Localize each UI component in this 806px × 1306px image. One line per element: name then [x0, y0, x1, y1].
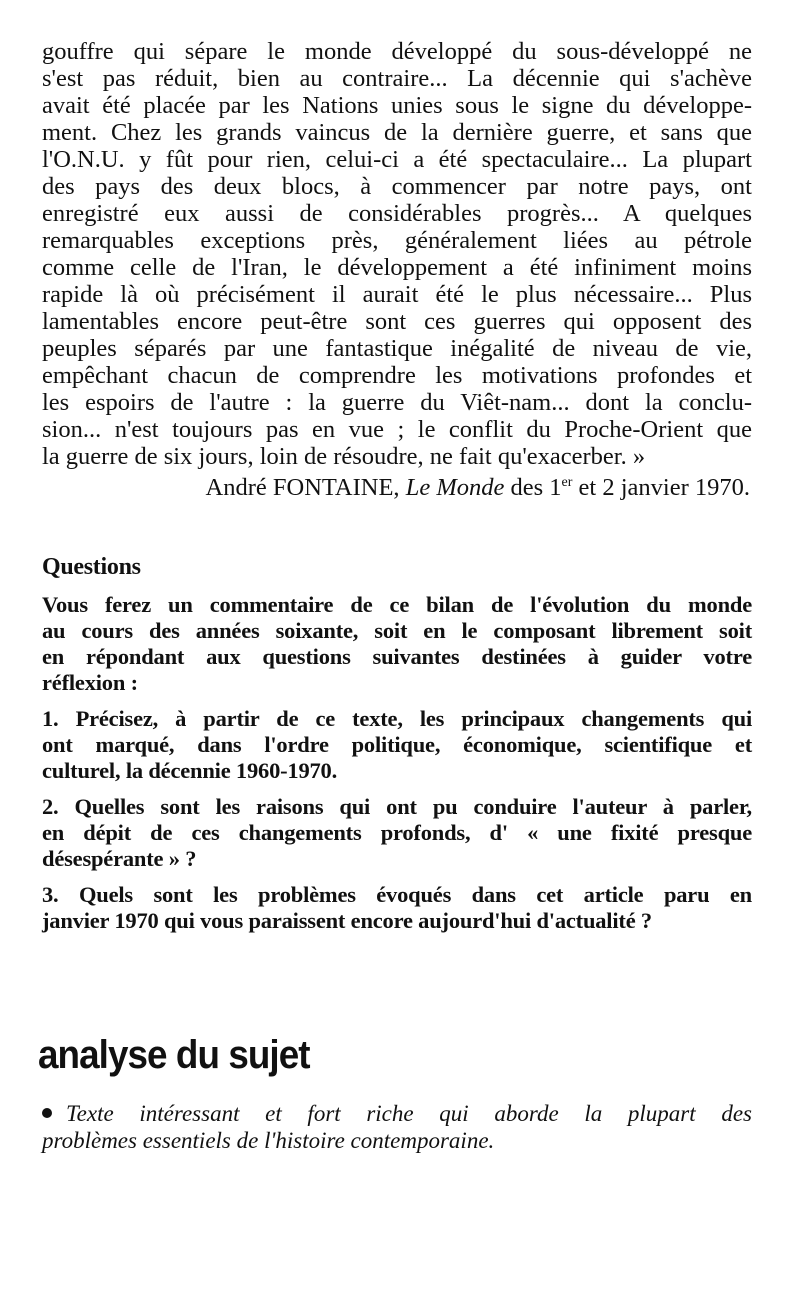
question-line: 3. Quels sont les problèmes évoqués dans cet article paru en [42, 882, 752, 907]
quote-line: s'est pas réduit, bien au contraire... La décennie qui s'achève [42, 65, 752, 92]
analysis-paragraph [42, 1100, 752, 1154]
attribution-date-sup: er [561, 475, 573, 490]
question-item-2 [42, 794, 752, 872]
questions-intro [42, 592, 752, 696]
questions-intro-line: Vous ferez un commentaire de ce bilan de l'évolution du monde [42, 592, 752, 617]
quote-line: l'O.N.U. y fût pour rien, celui-ci a été spectaculaire... La plupart [42, 146, 752, 173]
attribution-journal: Le Monde [405, 474, 505, 501]
quote-line: la guerre de six jours, loin de résoudre, ne fait qu'exacerber. » [42, 443, 646, 470]
quote-line: rapide là où précisément il aurait été le plus nécessaire... Plus [42, 281, 752, 308]
bullet-icon [42, 1108, 52, 1118]
questions-intro-line: réflexion : [42, 670, 138, 695]
quote-paragraph [42, 38, 752, 470]
question-line: culturel, la décennie 1960-1970. [42, 758, 338, 783]
analysis-line: problèmes essentiels de l'histoire contemporaine. [42, 1128, 495, 1153]
section-heading: analyse du sujet [38, 1033, 310, 1077]
attribution-date-prefix: des 1 [510, 474, 562, 501]
analysis-line-text: Texte intéressant et fort riche qui aborde la plupart des [66, 1101, 752, 1126]
question-line: désespérante » ? [42, 846, 197, 871]
questions-intro-line: en répondant aux questions suivantes destinées à guider votre [42, 644, 752, 669]
question-item-3 [42, 882, 752, 934]
question-line: en dépit de ces changements profonds, d' « une fixité presque [42, 820, 752, 845]
attribution-author: André FONTAINE, [205, 474, 400, 501]
question-item-1 [42, 706, 752, 784]
quote-line: lamentables encore peut-être sont ces guerres qui opposent des [42, 308, 752, 335]
question-line: janvier 1970 qui vous paraissent encore aujourd'hui d'actualité ? [42, 908, 652, 933]
analysis-line [42, 1100, 752, 1127]
quote-line: sion... n'est toujours pas en vue ; le conflit du Proche-Orient que [42, 416, 752, 443]
question-line: 1. Précisez, à partir de ce texte, les principaux changements qui [42, 706, 752, 731]
quote-line: les espoirs de l'autre : la guerre du Viêt-nam... dont la conclu- [42, 389, 752, 416]
quote-line: ment. Chez les grands vaincus de la dernière guerre, et sans que [42, 119, 752, 146]
questions-heading: Questions [42, 554, 141, 580]
quote-line: peuples séparés par une fantastique inégalité de niveau de vie, [42, 335, 752, 362]
document-page [38, 38, 752, 1154]
attribution-date-suffix: et 2 janvier 1970. [578, 474, 750, 501]
quote-line: comme celle de l'Iran, le développement a été infiniment moins [42, 254, 752, 281]
quote-line: remarquables exceptions près, généralement liées au pétrole [42, 227, 752, 254]
quote-line: des pays des deux blocs, à commencer par notre pays, ont [42, 173, 752, 200]
quote-attribution [42, 474, 752, 502]
quote-line: enregistré eux aussi de considérables progrès... A quelques [42, 200, 752, 227]
question-line: 2. Quelles sont les raisons qui ont pu conduire l'auteur à parler, [42, 794, 752, 819]
questions-intro-line: au cours des années soixante, soit en le composant librement soit [42, 618, 752, 643]
quote-line: gouffre qui sépare le monde développé du sous-développé ne [42, 38, 752, 65]
quote-line: avait été placée par les Nations unies sous le signe du développe- [42, 92, 752, 119]
quote-line: empêchant chacun de comprendre les motivations profondes et [42, 362, 752, 389]
question-line: ont marqué, dans l'ordre politique, économique, scientifique et [42, 732, 752, 757]
